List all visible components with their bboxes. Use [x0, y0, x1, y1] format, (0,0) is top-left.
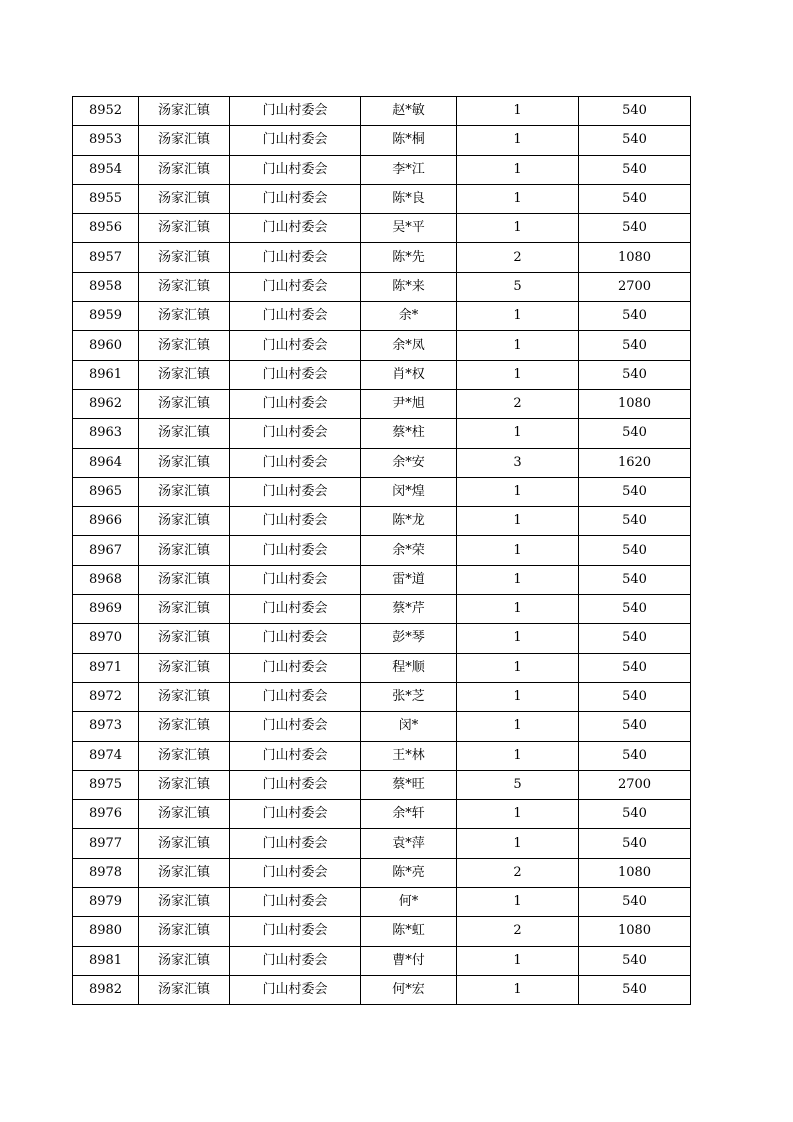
town-cell: 汤家汇镇	[139, 712, 230, 741]
table-row	[73, 243, 691, 272]
serial-number-cell: 8968	[73, 565, 139, 594]
table-row	[73, 155, 691, 184]
village-committee-cell: 门山村委会	[230, 682, 361, 711]
table-row	[73, 97, 691, 126]
table-row	[73, 917, 691, 946]
name-cell: 闵*煌	[361, 477, 457, 506]
household-count-cell: 3	[457, 448, 579, 477]
name-cell: 陈*虹	[361, 917, 457, 946]
village-committee-cell: 门山村委会	[230, 888, 361, 917]
table-row	[73, 682, 691, 711]
village-committee-cell: 门山村委会	[230, 360, 361, 389]
table-row	[73, 126, 691, 155]
serial-number-cell: 8974	[73, 741, 139, 770]
household-count-cell: 1	[457, 155, 579, 184]
amount-cell: 540	[579, 741, 691, 770]
town-cell: 汤家汇镇	[139, 126, 230, 155]
amount-cell: 1080	[579, 917, 691, 946]
serial-number-cell: 8967	[73, 536, 139, 565]
name-cell: 蔡*芹	[361, 595, 457, 624]
serial-number-cell: 8957	[73, 243, 139, 272]
town-cell: 汤家汇镇	[139, 565, 230, 594]
name-cell: 陈*亮	[361, 858, 457, 887]
serial-number-cell: 8976	[73, 800, 139, 829]
town-cell: 汤家汇镇	[139, 360, 230, 389]
serial-number-cell: 8970	[73, 624, 139, 653]
serial-number-cell: 8961	[73, 360, 139, 389]
serial-number-cell: 8981	[73, 946, 139, 975]
town-cell: 汤家汇镇	[139, 829, 230, 858]
village-committee-cell: 门山村委会	[230, 302, 361, 331]
village-committee-cell: 门山村委会	[230, 331, 361, 360]
household-count-cell: 1	[457, 331, 579, 360]
household-count-cell: 1	[457, 419, 579, 448]
town-cell: 汤家汇镇	[139, 272, 230, 301]
household-count-cell: 2	[457, 917, 579, 946]
village-committee-cell: 门山村委会	[230, 712, 361, 741]
town-cell: 汤家汇镇	[139, 389, 230, 418]
amount-cell: 540	[579, 888, 691, 917]
table-row	[73, 477, 691, 506]
village-committee-cell: 门山村委会	[230, 770, 361, 799]
serial-number-cell: 8952	[73, 97, 139, 126]
amount-cell: 540	[579, 214, 691, 243]
serial-number-cell: 8958	[73, 272, 139, 301]
household-count-cell: 1	[457, 829, 579, 858]
household-count-cell: 1	[457, 946, 579, 975]
village-committee-cell: 门山村委会	[230, 917, 361, 946]
household-count-cell: 2	[457, 858, 579, 887]
name-cell: 程*顺	[361, 653, 457, 682]
village-committee-cell: 门山村委会	[230, 946, 361, 975]
serial-number-cell: 8963	[73, 419, 139, 448]
town-cell: 汤家汇镇	[139, 302, 230, 331]
village-committee-cell: 门山村委会	[230, 272, 361, 301]
village-committee-cell: 门山村委会	[230, 448, 361, 477]
name-cell: 李*江	[361, 155, 457, 184]
town-cell: 汤家汇镇	[139, 624, 230, 653]
serial-number-cell: 8971	[73, 653, 139, 682]
name-cell: 王*林	[361, 741, 457, 770]
town-cell: 汤家汇镇	[139, 477, 230, 506]
table-row	[73, 888, 691, 917]
serial-number-cell: 8978	[73, 858, 139, 887]
amount-cell: 540	[579, 302, 691, 331]
household-count-cell: 1	[457, 975, 579, 1004]
name-cell: 彭*琴	[361, 624, 457, 653]
amount-cell: 540	[579, 97, 691, 126]
name-cell: 尹*旭	[361, 389, 457, 418]
amount-cell: 2700	[579, 272, 691, 301]
household-count-cell: 1	[457, 184, 579, 213]
household-count-cell: 1	[457, 302, 579, 331]
name-cell: 余*凤	[361, 331, 457, 360]
table-row	[73, 653, 691, 682]
town-cell: 汤家汇镇	[139, 888, 230, 917]
table-row	[73, 800, 691, 829]
amount-cell: 540	[579, 653, 691, 682]
amount-cell: 540	[579, 507, 691, 536]
household-count-cell: 1	[457, 97, 579, 126]
table-row	[73, 419, 691, 448]
amount-cell: 540	[579, 155, 691, 184]
household-count-cell: 1	[457, 536, 579, 565]
town-cell: 汤家汇镇	[139, 331, 230, 360]
name-cell: 陈*良	[361, 184, 457, 213]
town-cell: 汤家汇镇	[139, 419, 230, 448]
name-cell: 陈*先	[361, 243, 457, 272]
household-count-cell: 1	[457, 682, 579, 711]
town-cell: 汤家汇镇	[139, 800, 230, 829]
table-row	[73, 389, 691, 418]
name-cell: 张*芝	[361, 682, 457, 711]
town-cell: 汤家汇镇	[139, 536, 230, 565]
town-cell: 汤家汇镇	[139, 917, 230, 946]
amount-cell: 540	[579, 595, 691, 624]
town-cell: 汤家汇镇	[139, 507, 230, 536]
name-cell: 余*轩	[361, 800, 457, 829]
table-row	[73, 536, 691, 565]
town-cell: 汤家汇镇	[139, 243, 230, 272]
town-cell: 汤家汇镇	[139, 682, 230, 711]
household-count-cell: 1	[457, 477, 579, 506]
amount-cell: 540	[579, 184, 691, 213]
name-cell: 闵*	[361, 712, 457, 741]
amount-cell: 1080	[579, 858, 691, 887]
town-cell: 汤家汇镇	[139, 595, 230, 624]
table-row	[73, 712, 691, 741]
amount-cell: 1080	[579, 243, 691, 272]
amount-cell: 1080	[579, 389, 691, 418]
serial-number-cell: 8965	[73, 477, 139, 506]
town-cell: 汤家汇镇	[139, 770, 230, 799]
amount-cell: 540	[579, 946, 691, 975]
village-committee-cell: 门山村委会	[230, 858, 361, 887]
household-count-cell: 1	[457, 624, 579, 653]
name-cell: 蔡*柱	[361, 419, 457, 448]
household-count-cell: 1	[457, 712, 579, 741]
table-row	[73, 331, 691, 360]
table-row	[73, 595, 691, 624]
village-committee-cell: 门山村委会	[230, 184, 361, 213]
name-cell: 陈*桐	[361, 126, 457, 155]
village-committee-cell: 门山村委会	[230, 595, 361, 624]
town-cell: 汤家汇镇	[139, 448, 230, 477]
name-cell: 何*宏	[361, 975, 457, 1004]
village-committee-cell: 门山村委会	[230, 389, 361, 418]
household-count-cell: 5	[457, 770, 579, 799]
table-row	[73, 741, 691, 770]
table-row	[73, 975, 691, 1004]
household-count-cell: 1	[457, 126, 579, 155]
name-cell: 袁*萍	[361, 829, 457, 858]
town-cell: 汤家汇镇	[139, 741, 230, 770]
name-cell: 陈*来	[361, 272, 457, 301]
household-count-cell: 1	[457, 888, 579, 917]
table-row	[73, 184, 691, 213]
name-cell: 雷*道	[361, 565, 457, 594]
serial-number-cell: 8982	[73, 975, 139, 1004]
village-committee-cell: 门山村委会	[230, 155, 361, 184]
household-count-cell: 1	[457, 565, 579, 594]
household-count-cell: 1	[457, 800, 579, 829]
table-row	[73, 448, 691, 477]
amount-cell: 2700	[579, 770, 691, 799]
household-count-cell: 2	[457, 243, 579, 272]
serial-number-cell: 8975	[73, 770, 139, 799]
village-committee-cell: 门山村委会	[230, 126, 361, 155]
serial-number-cell: 8979	[73, 888, 139, 917]
serial-number-cell: 8966	[73, 507, 139, 536]
amount-cell: 540	[579, 712, 691, 741]
amount-cell: 540	[579, 419, 691, 448]
serial-number-cell: 8959	[73, 302, 139, 331]
serial-number-cell: 8956	[73, 214, 139, 243]
household-count-cell: 1	[457, 653, 579, 682]
amount-cell: 540	[579, 477, 691, 506]
village-committee-cell: 门山村委会	[230, 653, 361, 682]
amount-cell: 540	[579, 360, 691, 389]
name-cell: 吴*平	[361, 214, 457, 243]
amount-cell: 540	[579, 126, 691, 155]
town-cell: 汤家汇镇	[139, 155, 230, 184]
household-count-cell: 1	[457, 595, 579, 624]
table-row	[73, 507, 691, 536]
amount-cell: 540	[579, 682, 691, 711]
name-cell: 何*	[361, 888, 457, 917]
amount-cell: 540	[579, 800, 691, 829]
town-cell: 汤家汇镇	[139, 97, 230, 126]
village-committee-cell: 门山村委会	[230, 243, 361, 272]
table-row	[73, 565, 691, 594]
village-committee-cell: 门山村委会	[230, 536, 361, 565]
village-committee-cell: 门山村委会	[230, 565, 361, 594]
amount-cell: 540	[579, 975, 691, 1004]
table-row	[73, 946, 691, 975]
serial-number-cell: 8972	[73, 682, 139, 711]
name-cell: 陈*龙	[361, 507, 457, 536]
amount-cell: 540	[579, 331, 691, 360]
table-row	[73, 858, 691, 887]
serial-number-cell: 8955	[73, 184, 139, 213]
name-cell: 余*荣	[361, 536, 457, 565]
village-committee-cell: 门山村委会	[230, 741, 361, 770]
town-cell: 汤家汇镇	[139, 184, 230, 213]
village-committee-cell: 门山村委会	[230, 829, 361, 858]
serial-number-cell: 8962	[73, 389, 139, 418]
town-cell: 汤家汇镇	[139, 946, 230, 975]
amount-cell: 540	[579, 565, 691, 594]
name-cell: 曹*付	[361, 946, 457, 975]
village-committee-cell: 门山村委会	[230, 975, 361, 1004]
table-row	[73, 360, 691, 389]
serial-number-cell: 8980	[73, 917, 139, 946]
town-cell: 汤家汇镇	[139, 975, 230, 1004]
table-row	[73, 624, 691, 653]
table-row	[73, 770, 691, 799]
village-committee-cell: 门山村委会	[230, 214, 361, 243]
village-committee-cell: 门山村委会	[230, 507, 361, 536]
town-cell: 汤家汇镇	[139, 214, 230, 243]
serial-number-cell: 8973	[73, 712, 139, 741]
serial-number-cell: 8964	[73, 448, 139, 477]
household-count-cell: 1	[457, 741, 579, 770]
name-cell: 蔡*旺	[361, 770, 457, 799]
table-row	[73, 272, 691, 301]
serial-number-cell: 8969	[73, 595, 139, 624]
serial-number-cell: 8954	[73, 155, 139, 184]
village-committee-cell: 门山村委会	[230, 97, 361, 126]
table-row	[73, 302, 691, 331]
table-body	[73, 97, 691, 1005]
amount-cell: 1620	[579, 448, 691, 477]
amount-cell: 540	[579, 829, 691, 858]
village-committee-cell: 门山村委会	[230, 624, 361, 653]
amount-cell: 540	[579, 624, 691, 653]
name-cell: 余*	[361, 302, 457, 331]
village-committee-cell: 门山村委会	[230, 477, 361, 506]
village-committee-cell: 门山村委会	[230, 800, 361, 829]
name-cell: 余*安	[361, 448, 457, 477]
table-row	[73, 214, 691, 243]
amount-cell: 540	[579, 536, 691, 565]
household-count-cell: 5	[457, 272, 579, 301]
name-cell: 赵*敏	[361, 97, 457, 126]
town-cell: 汤家汇镇	[139, 653, 230, 682]
name-cell: 肖*权	[361, 360, 457, 389]
data-table	[72, 96, 691, 1005]
village-committee-cell: 门山村委会	[230, 419, 361, 448]
serial-number-cell: 8960	[73, 331, 139, 360]
household-count-cell: 1	[457, 214, 579, 243]
household-count-cell: 1	[457, 507, 579, 536]
serial-number-cell: 8953	[73, 126, 139, 155]
town-cell: 汤家汇镇	[139, 858, 230, 887]
table-row	[73, 829, 691, 858]
household-count-cell: 1	[457, 360, 579, 389]
household-count-cell: 2	[457, 389, 579, 418]
serial-number-cell: 8977	[73, 829, 139, 858]
